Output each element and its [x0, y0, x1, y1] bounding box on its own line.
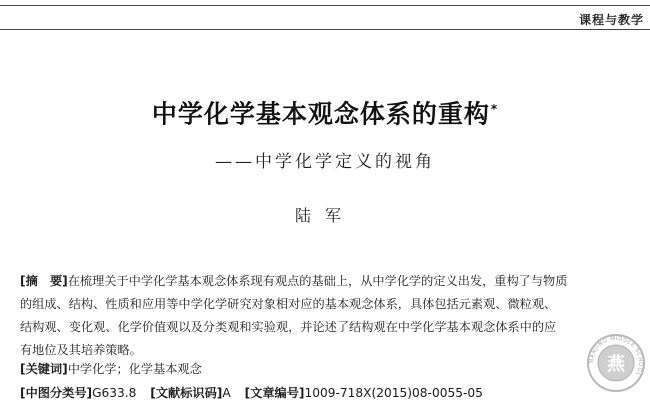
article-id-value: 1009-718X(2015)08-0055-05	[304, 386, 483, 400]
school-seal-watermark	[586, 333, 646, 393]
abstract-line: 的组成、结构、性质和应用等中学化学研究对象相对应的基本观念体系，具体包括元素观、微粒观、	[20, 297, 557, 311]
running-header	[0, 0, 650, 30]
running-header-text: 课程与教学	[578, 13, 644, 27]
classification-line	[20, 384, 483, 401]
seal-ring-text: NANJING MIDDLE SCHOOL	[588, 335, 644, 377]
abstract-label: [摘 要]	[20, 274, 68, 288]
abstract-line: 结构观、变化观、化学价值观以及分类观和实验观，并论述了结构观在中学化学基本观念体系中的应	[20, 320, 557, 334]
author-name: 陆军	[294, 206, 355, 225]
header-rule-top	[0, 5, 650, 6]
article-id-label: [文章编号]	[244, 386, 305, 400]
doc-code-label: [文献标识码]	[150, 386, 223, 400]
header-rule-bottom	[0, 29, 650, 30]
keywords-label: [关键词]	[20, 362, 68, 376]
abstract	[20, 270, 630, 362]
abstract-line: 有地位及其培养策略。	[20, 343, 142, 357]
title-footnote-mark: *	[490, 102, 499, 116]
article-subtitle: ——中学化学定义的视角	[215, 152, 435, 172]
seal-glyph: 燕	[607, 354, 625, 375]
keywords	[20, 360, 202, 377]
clc-value: G633.8	[92, 386, 137, 400]
abstract-line-text: 在梳理关于中学化学基本观念体系现有观点的基础上，从中学化学的定义出发，重构了与物质	[67, 274, 568, 288]
doc-code-value: A	[222, 386, 231, 400]
article-title-text: 中学化学基本观念体系的重构	[151, 99, 490, 129]
abstract-line	[20, 270, 630, 293]
clc-label: [中图分类号]	[20, 386, 93, 400]
article-title	[0, 93, 650, 130]
keywords-text: 中学化学；化学基本观念	[67, 362, 202, 376]
